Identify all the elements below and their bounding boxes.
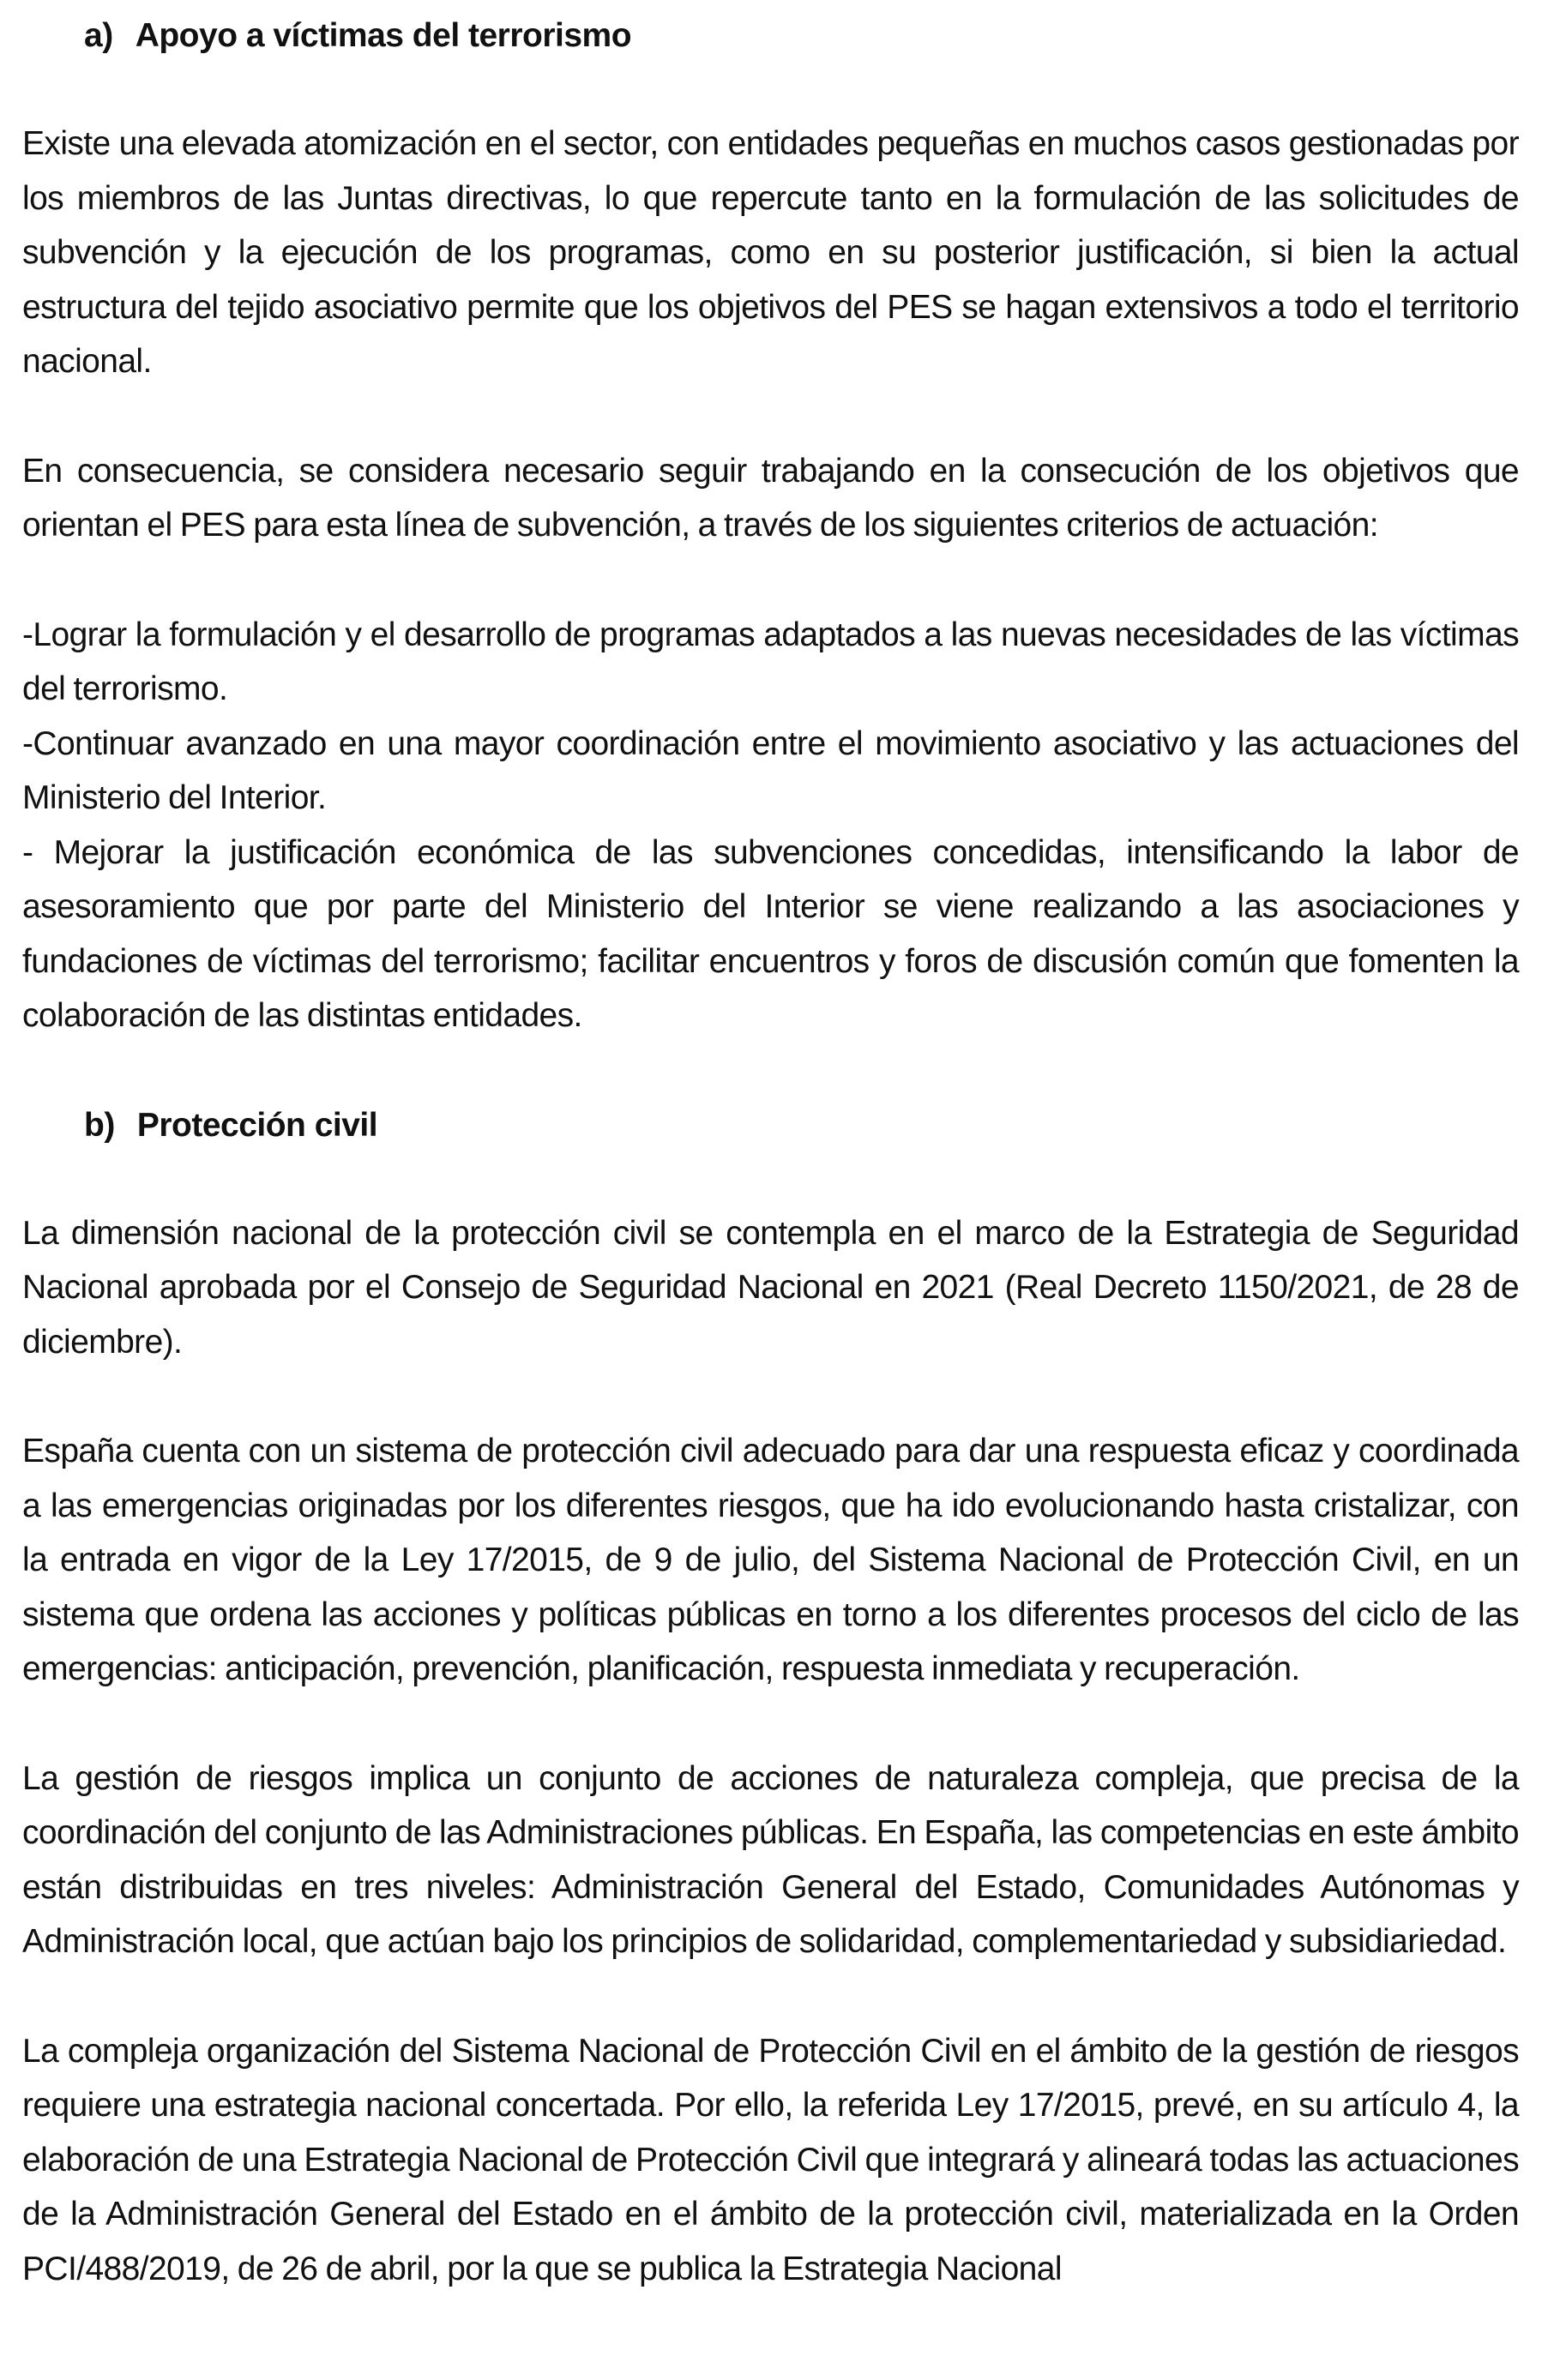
section-title: Protección civil: [136, 1106, 378, 1144]
paragraph: Existe una elevada atomización en el sector, con entidades pequeñas en muchos casos gestionadas por los miembros de las Juntas directivas, lo que repercute tanto en la formulación de las solicitudes de subvención y la ejecución de los programas, como en su posterior justificación, si bien la actual estructura del tejido asociativo permite que los objetivos del PES se hagan extensivos a todo el territorio nacional.: [22, 125, 1519, 380]
list-item: -Continuar avanzado en una mayor coordinación entre el movimiento asociativo y las actuaciones del Ministerio del Interior.: [22, 724, 1519, 816]
paragraph: La dimensión nacional de la protección civil se contempla en el marco de la Estrategia de Seguridad Nacional aprobada por el Consejo de Seguridad Nacional en 2021 (Real Decreto 1150/2021, de 28 de diciembre).: [22, 1214, 1519, 1361]
document-body: [22, 9, 1519, 2296]
section-title: Apoyo a víctimas del terrorismo: [135, 17, 632, 54]
paragraph: España cuenta con un sistema de protección civil adecuado para dar una respuesta eficaz y coordinada a las emergencias originadas por los diferentes riesgos, que ha ido evolucionando hasta cristalizar, con la entrada en vigor de la Ley 17/2015, de 9 de julio, del Sistema Nacional de Protección Civil, en un sistema que ordena las acciones y políticas públicas en torno a los diferentes procesos del ciclo de las emergencias: anticipación, prevención, planificación, respuesta inmediata y recuperación.: [22, 1433, 1519, 1687]
paragraph: En consecuencia, se considera necesario seguir trabajando en la consecución de los objetivos que orientan el PES para esta línea de subvención, a través de los siguientes criterios de actuación:: [22, 452, 1519, 544]
section-heading-proteccion-civil: [22, 1098, 1519, 1153]
paragraph: La gestión de riesgos implica un conjunto de acciones de naturaleza compleja, que precisa de la coordinación del conjunto de las Administraciones públicas. En España, las competencias en este ámbito están distribuidas en tres niveles: Administración General del Estado, Comunidades Autónomas y Administración local, que actúan bajo los principios de solidaridad, complementariedad y subsidiariedad.: [22, 1759, 1519, 1960]
list-item: -Lograr la formulación y el desarrollo de programas adaptados a las nuevas necesidades de las víctimas del terrorismo.: [22, 616, 1519, 707]
section-marker: b): [84, 1106, 115, 1144]
list-item: - Mejorar la justificación económica de las subvenciones concedidas, intensificando la labor de asesoramiento que por parte del Ministerio del Interior se viene realizando a las asociaciones y fundaciones de víctimas del terrorismo; facilitar encuentros y foros de discusión común que fomenten la colaboración de las distintas entidades.: [22, 833, 1519, 1034]
section-heading-apoyo-victimas: [22, 9, 1519, 63]
paragraph: La compleja organización del Sistema Nacional de Protección Civil en el ámbito de la gestión de riesgos requiere una estrategia nacional concertada. Por ello, la referida Ley 17/2015, prevé, en su artículo 4, la elaboración de una Estrategia Nacional de Protección Civil que integrará y alineará todas las actuaciones de la Administración General del Estado en el ámbito de la protección civil, materializada en la Orden PCI/488/2019, de 26 de abril, por la que se publica la Estrategia Nacional: [22, 2032, 1519, 2287]
section-marker: a): [84, 17, 113, 54]
